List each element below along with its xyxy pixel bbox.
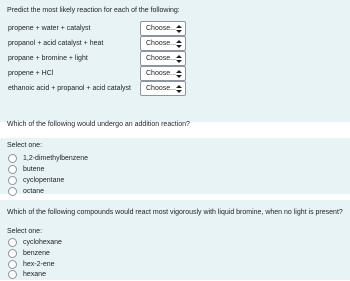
reaction-select[interactable] bbox=[140, 21, 186, 36]
match-row bbox=[8, 51, 183, 67]
select-value: Choose... bbox=[146, 55, 176, 62]
question-2-answer-panel bbox=[0, 138, 350, 194]
match-row-label: propene + HCl bbox=[8, 70, 54, 77]
select-value: Choose... bbox=[146, 85, 176, 92]
match-row bbox=[8, 21, 183, 37]
select-caret-icon bbox=[176, 54, 182, 64]
match-row bbox=[8, 81, 183, 97]
match-row bbox=[8, 36, 183, 52]
select-one-label: Select one: bbox=[7, 142, 43, 149]
select-one-label: Select one: bbox=[7, 228, 43, 235]
select-value: Choose... bbox=[146, 70, 176, 77]
match-row-label: propanol + acid catalyst + heat bbox=[8, 40, 104, 47]
reaction-select[interactable] bbox=[140, 66, 186, 81]
radio-button[interactable] bbox=[8, 270, 17, 279]
radio-button[interactable] bbox=[8, 238, 17, 247]
answer-option-label: cyclopentane bbox=[23, 177, 65, 184]
question-1-panel bbox=[0, 0, 350, 122]
match-row bbox=[8, 66, 183, 82]
radio-button[interactable] bbox=[8, 249, 17, 258]
answer-option-label: hexane bbox=[23, 271, 46, 278]
radio-button[interactable] bbox=[8, 187, 17, 196]
answer-option-label: 1,2-dimethylbenzene bbox=[23, 155, 88, 162]
reaction-select[interactable] bbox=[140, 36, 186, 51]
answer-option-label: butene bbox=[23, 166, 45, 173]
answer-option-label: hex-2-ene bbox=[23, 261, 55, 268]
select-value: Choose... bbox=[146, 25, 176, 32]
select-caret-icon bbox=[176, 39, 182, 49]
select-caret-icon bbox=[176, 24, 182, 34]
reaction-select[interactable] bbox=[140, 81, 186, 96]
match-row-label: ethanoic acid + propanol + acid catalyst bbox=[8, 85, 131, 92]
radio-button[interactable] bbox=[8, 154, 17, 163]
radio-button[interactable] bbox=[8, 165, 17, 174]
select-value: Choose... bbox=[146, 40, 176, 47]
question-2-prompt: Which of the following would undergo an addition reaction? bbox=[7, 121, 190, 128]
radio-button[interactable] bbox=[8, 260, 17, 269]
answer-option-label: benzene bbox=[23, 250, 50, 257]
select-caret-icon bbox=[176, 69, 182, 79]
question-1-prompt: Predict the most likely reaction for each of the following: bbox=[7, 7, 180, 14]
question-3-panel bbox=[0, 200, 350, 280]
answer-option-label: octane bbox=[23, 188, 45, 195]
radio-button[interactable] bbox=[8, 176, 17, 185]
select-caret-icon bbox=[176, 84, 182, 94]
match-row-label: propene + water + catalyst bbox=[8, 25, 91, 32]
answer-option-label: cyclohexane bbox=[23, 239, 62, 246]
reaction-select[interactable] bbox=[140, 51, 186, 66]
match-row-label: propane + bromine + light bbox=[8, 55, 88, 62]
question-3-prompt: Which of the following compounds would react most vigorously with liquid bromine, when no light is present? bbox=[7, 209, 343, 216]
